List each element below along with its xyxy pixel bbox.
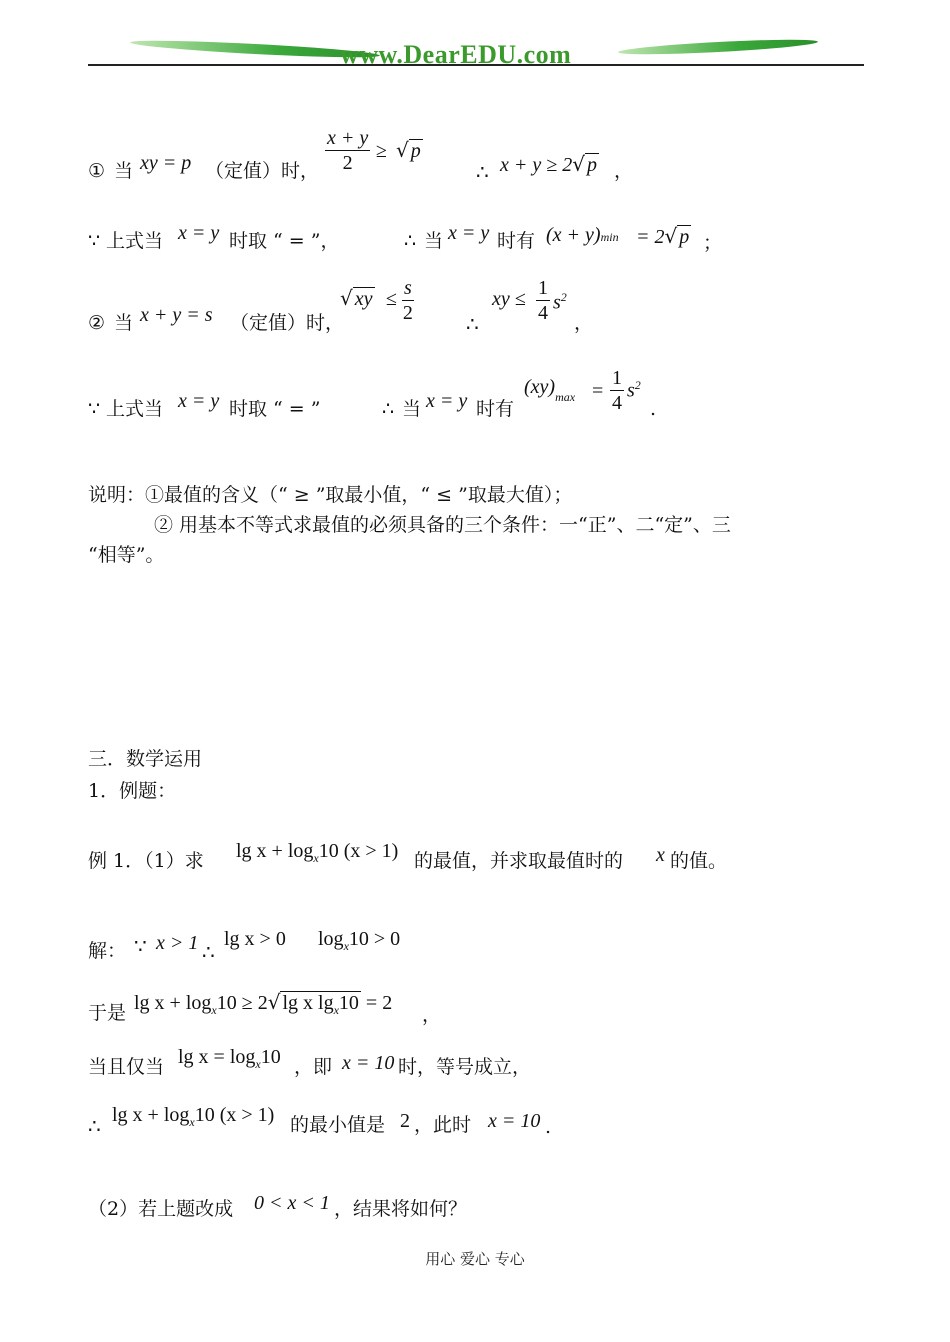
math-lg-log-expr: $\lg x + \log_x10$ (x > 1) xyxy=(236,840,399,865)
text-shiqu: 时取 “ = ”， xyxy=(229,230,340,252)
radical-icon: √ xyxy=(340,286,353,310)
section-subtitle: 1．例题： xyxy=(88,780,177,802)
comma: ， xyxy=(614,160,634,182)
math-lgx-eq-logx10: $\lg x = \log_x10$ xyxy=(178,1046,281,1071)
math-x-eq-y: x = y xyxy=(178,390,220,412)
equals-sign: = xyxy=(592,380,604,402)
math-0-lt-x-lt-1: 0 < x < 1 xyxy=(254,1192,330,1214)
text-dang: 当 xyxy=(424,230,444,252)
because-symbol: ∵ xyxy=(88,230,101,252)
radical-icon: √ xyxy=(664,224,678,248)
math-x-eq-y: x = y xyxy=(448,222,490,244)
math-x: x xyxy=(656,844,665,866)
because-symbol: ∵ xyxy=(88,398,101,420)
period: . xyxy=(545,1116,552,1138)
text-shangshi: 上式当 xyxy=(106,398,164,420)
text-shiyou: 时有 xyxy=(497,230,536,252)
math-s-squared: $s^2$ xyxy=(627,378,641,402)
header-rule xyxy=(88,64,864,66)
text-shangshi: 上式当 xyxy=(106,230,164,252)
radical-icon: √ xyxy=(267,990,281,1014)
fraction-denominator: 2 xyxy=(342,152,353,174)
solution-label: 解： xyxy=(88,940,127,962)
period: . xyxy=(650,398,657,420)
therefore-symbol: ∴ xyxy=(202,942,215,964)
dang-text-end: 时，等号成立， xyxy=(398,1056,532,1078)
text-shiyou: 时有 xyxy=(476,398,515,420)
text-dang: 当 xyxy=(114,312,134,334)
right-leaf-decoration xyxy=(618,37,818,57)
sqrt-p: √ p xyxy=(396,138,421,162)
because-symbol: ∵ xyxy=(134,936,147,958)
math-x-plus-y-eq-s: x + y = s xyxy=(140,304,213,326)
math-eq-2sqrt-p: = 2√ p xyxy=(636,224,690,248)
radical-icon: √ xyxy=(396,138,409,162)
radical-icon: √ xyxy=(572,152,585,176)
dang-text: ，即 xyxy=(294,1056,333,1078)
therefore-symbol: ∴ xyxy=(466,314,479,336)
math-xy-min: (x + y)min xyxy=(546,224,619,246)
math-yushi-expr: $\lg x + \log_x10 \ge 2√$ lg x $\lg_x10 = 2$ xyxy=(134,990,393,1017)
note-line-2: ② 用基本不等式求最值的必须具备的三个条件：一“正”、二“定”、三 xyxy=(154,514,731,536)
circled-one: ① xyxy=(88,160,106,182)
note-line-1: 说明：①最值的含义（“ ≥ ”取最小值，“ ≤ ”取最大值）； xyxy=(88,484,573,506)
fraction-1-over-4: $\frac{1}{4}$ xyxy=(538,277,548,324)
note-line-3: “相等”。 xyxy=(88,544,165,566)
therefore-symbol: ∴ xyxy=(382,398,395,420)
math-result: x + y ≥ 2√ p xyxy=(500,152,597,176)
therefore-symbol: ∴ xyxy=(404,230,417,252)
ge-sign: ≥ xyxy=(376,140,387,162)
concl-text: 的最小值是 xyxy=(290,1114,386,1136)
text-dang: 当 xyxy=(114,160,134,182)
math-x-eq-y: x = y xyxy=(178,222,220,244)
fraction-1-over-4: $\frac{1}{4}$ xyxy=(612,367,622,414)
footer-text: 用心 爱心 专心 xyxy=(425,1250,525,1268)
math-xy-le: xy ≤ xyxy=(492,288,526,310)
therefore-symbol: ∴ xyxy=(88,1116,101,1138)
circled-two: ② xyxy=(88,312,106,334)
example-text-end: 的值。 xyxy=(670,850,728,872)
math-x-eq-10: x = 10 xyxy=(488,1110,541,1132)
part2-label: （2）若上题改成 xyxy=(88,1198,234,1220)
dang-label: 当且仅当 xyxy=(88,1056,165,1078)
text-dingzhi: （定值）时， xyxy=(205,160,320,182)
section-title: 三．数学运用 xyxy=(88,748,203,770)
math-x-eq-y: x = y xyxy=(426,390,468,412)
math-x-gt-1: x > 1 xyxy=(156,932,199,954)
math-s-squared: $s^2$ xyxy=(553,290,567,314)
fraction-s-over-2: $\frac{s}{2}$ xyxy=(402,277,413,324)
math-xy-eq-p: xy = p xyxy=(140,152,192,174)
math-logx10-gt-0: $\log_x10 > 0$ xyxy=(318,928,401,953)
text-dingzhi: （定值）时， xyxy=(230,312,345,334)
text-shiqu: 时取 “ = ” xyxy=(229,398,321,420)
math-x-eq-10: x = 10 xyxy=(342,1052,395,1074)
math-xy-max: $(xy)_{max}$ xyxy=(524,376,576,404)
yushi-label: 于是 xyxy=(88,1002,127,1024)
concl-value: 2 xyxy=(400,1110,410,1132)
therefore-symbol: ∴ xyxy=(476,162,489,184)
semicolon: ； xyxy=(703,232,723,254)
sqrt-xy: √ xy xyxy=(340,286,373,310)
fraction-numerator: x + y xyxy=(327,127,369,149)
fraction-x-plus-y-over-2 xyxy=(325,126,370,175)
text-dang: 当 xyxy=(402,398,422,420)
example-text: 的最值，并求取最值时的 xyxy=(414,850,624,872)
part2-text: ，结果将如何？ xyxy=(334,1198,468,1220)
comma: ， xyxy=(422,1004,442,1026)
math-concl-expr: $\lg x + \log_x10$ (x > 1) xyxy=(112,1104,275,1129)
example-label: 例 1．（1）求 xyxy=(88,850,204,872)
math-lgx-gt-0: lg x > 0 xyxy=(224,928,286,950)
site-logo-text: www.DearEDU.com xyxy=(340,40,572,69)
comma: ， xyxy=(574,312,594,334)
concl-text-2: ，此时 xyxy=(414,1114,472,1136)
le-sign: ≤ xyxy=(386,288,397,310)
